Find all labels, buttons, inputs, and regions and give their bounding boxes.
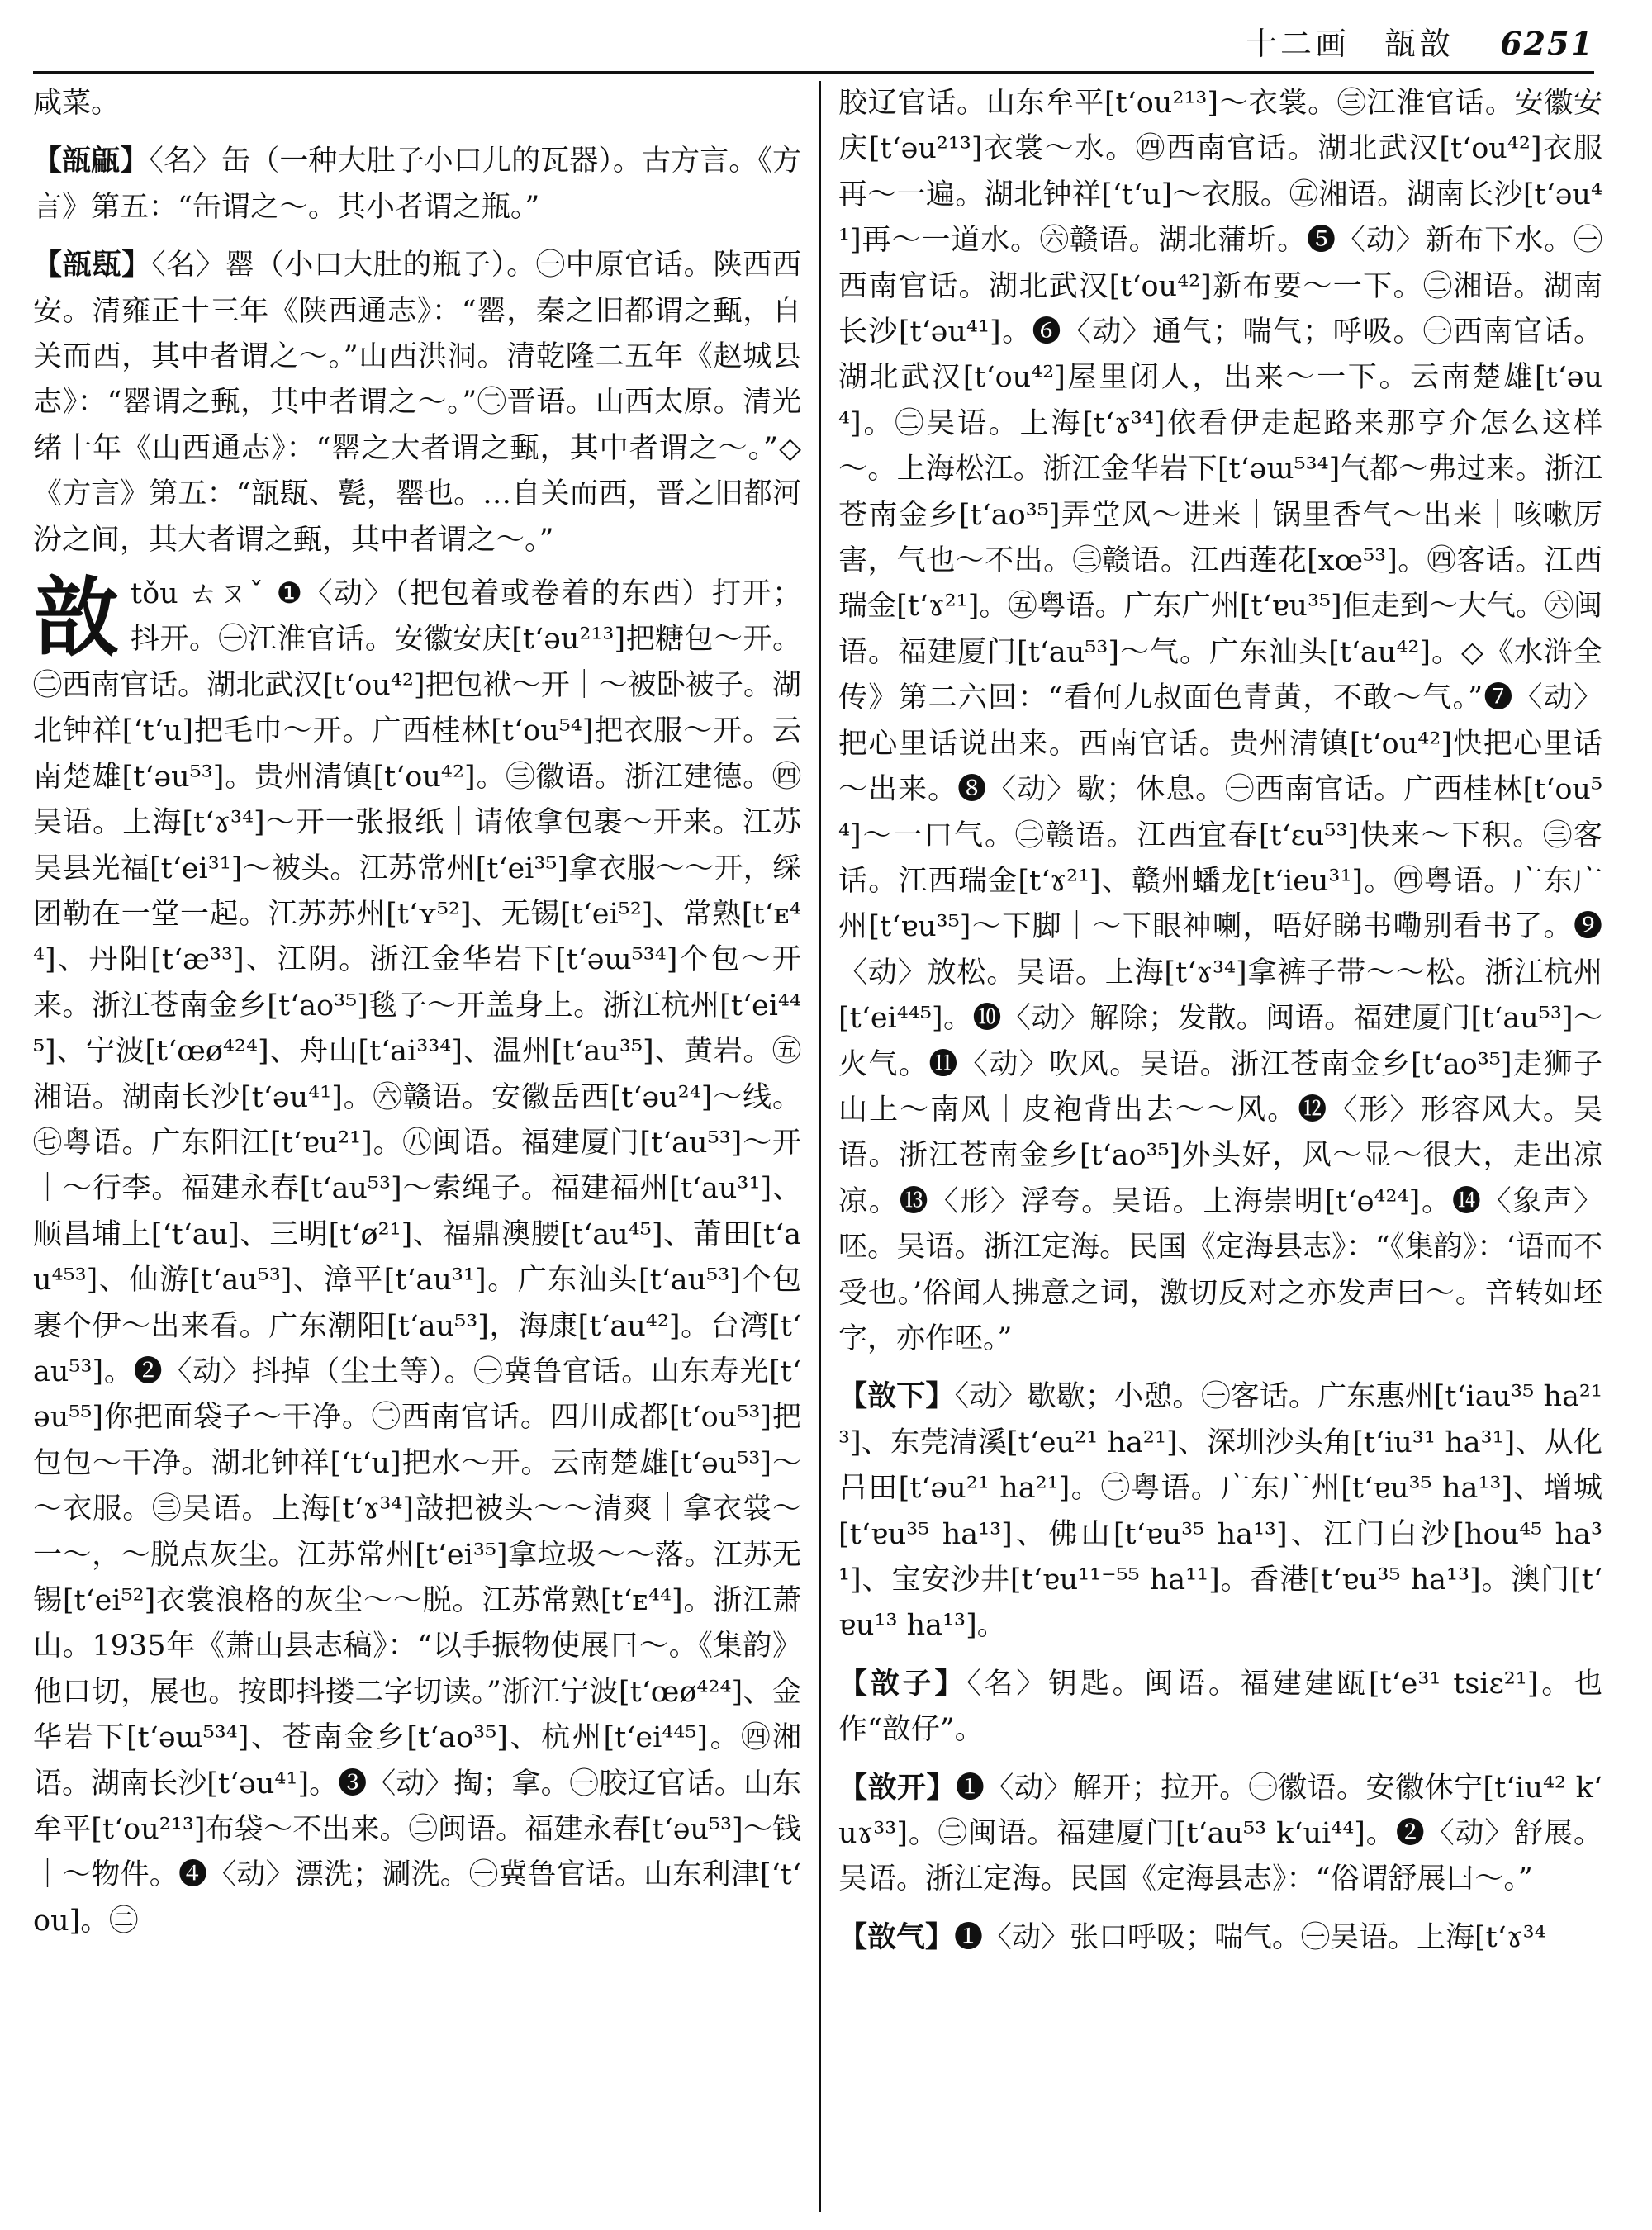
dictionary-entry [838,1661,1602,1753]
section-label: 十二画 [1246,26,1351,62]
left-column [33,81,801,2212]
dictionary-entry [838,1765,1602,1903]
entry-headword: 【敨开】 [838,1770,956,1805]
continuation-text: 咸菜。 [33,87,121,120]
entry-body: ❶〈动〉张口呼吸；喘气。㊀吴语。上海[tʻɤ³⁴ [954,1920,1546,1954]
dictionary-entry [33,138,801,230]
entry-body: ❶〈动〉（把包着或卷着的东西）打开；抖开。㊀江淮官话。安徽安庆[tʻəu²¹³]把糖包～开。㊁西南官话。湖北武汉[tʻou⁴²]把包袱～开｜～被卧被子。湖北钟祥[ʻtʻu]把毛巾～开。广西桂林[tʻou⁵⁴]把衣服～开。云南楚雄[tʻəu⁵³]。贵州清镇[tʻou⁴²]。㊂徽语。浙江建德。㊃吴语。上海[tʻɤ³⁴]～开一张报纸｜请侬拿包裹～开来。江苏吴县光福[tʻei³¹]～被头。江苏常州[tʻei³⁵]拿衣服～～开，䌽团勒在一堂一起。江苏苏州[tʻʏ⁵²]、无锡[tʻei⁵²]、常熟[tʻᴇ⁴⁴]、丹阳[tʻæ³³]、江阴。浙江金华岩下[tʻəɯ⁵³⁴]个包～开来。浙江苍南金乡[tʻao³⁵]毯子～开盖身上。浙江杭州[tʻei⁴⁴⁵]、宁波[tʻœø⁴²⁴]、舟山[tʻai³³⁴]、温州[tʻau³⁵]、黄岩。㊄湘语。湖南长沙[tʻəu⁴¹]。㊅赣语。安徽岳西[tʻəu²⁴]～线。㊆粤语。广东阳江[tʻɐu²¹]。㊇闽语。福建厦门[tʻau⁵³]～开｜～行李。福建永春[tʻau⁵³]～索绳子。福建福州[tʻau³¹]、顺昌埔上[ʻtʻau]、三明[tʻø²¹]、福鼎澳腰[tʻau⁴⁵]、莆田[tʻau⁴⁵³]、仙游[tʻau⁵³]、漳平[tʻau³¹]。广东汕头[tʻau⁵³]个包裹个伊～出来看。广东潮阳[tʻau⁵³]，海康[tʻau⁴²]。台湾[tʻau⁵³]。❷〈动〉抖掉（尘土等）。㊀冀鲁官话。山东寿光[tʻəu⁵⁵]你把面袋子～干净。㊁西南官话。四川成都[tʻou⁵³]把包包～干净。湖北钟祥[ʻtʻu]把水～开。云南楚雄[tʻəu⁵³]～～衣服。㊂吴语。上海[tʻɤ³⁴]㪗把被头～～清爽｜拿衣裳～一～，～脱点灰尘。江苏常州[tʻei³⁵]拿垃圾～～落。江苏无锡[tʻei⁵²]衣裳浪格的灰尘～～脱。江苏常熟[tʻᴇ⁴⁴]。浙江萧山。1935年《萧山县志稿》：“以手振物使展曰～。《集韵》他口切，展也。按即抖搂二字切读。”浙江宁波[tʻœø⁴²⁴]、金华岩下[tʻəɯ⁵³⁴]、苍南金乡[tʻao³⁵]、杭州[tʻei⁴⁴⁵]。㊃湘语。湖南长沙[tʻəu⁴¹]。❸〈动〉掏；拿。㊀胶辽官话。山东牟平[tʻou²¹³]布袋～不出来。㊁闽语。福建永春[tʻəu⁵³]～钱｜～物件。❹〈动〉漂洗；涮洗。㊀冀鲁官话。山东利津[ʻtʻou]。㊁ [33,577,801,1938]
pinyin: tǒu ㄊㄡˇ [131,577,265,611]
entry-body: 〈动〉歇歇；小憩。㊀客话。广东惠州[tʻiau³⁵ ha²¹³]、东莞清溪[tʻeu²¹ ha²¹]、深圳沙头角[tʻiu³¹ ha³¹]、从化吕田[tʻəu²¹ ha²¹]。㊁粤语。广东广州[tʻɐu³⁵ ha¹³]、增城[tʻɐu³⁵ ha¹³]、佛山[tʻɐu³⁵ ha¹³]、江门白沙[hou⁴⁵ ha³¹]、宝安沙井[tʻɐu¹¹⁻⁵⁵ ha¹¹]。香港[tʻɐu³⁵ ha¹³]。澳门[tʻɐu¹³ ha¹³]。 [838,1380,1602,1643]
entry-headword: 【敨子】 [838,1666,967,1701]
running-head [1246,18,1594,64]
head-character: 敨 [33,567,120,669]
entry-body: ❶〈动〉解开；拉开。㊀徽语。安徽休宁[tʻiu⁴² kʻuɤ³³]。㊁闽语。福建厦门[tʻau⁵³ kʻui⁴⁴]。❷〈动〉舒展。吴语。浙江定海。民国《定海县志》：“俗谓舒展曰～。” [838,1771,1602,1896]
character-entry [33,567,801,1944]
entry-headword: 【瓿甂】 [33,144,150,178]
entry-body: 〈名〉罂（小口大肚的瓶子）。㊀中原官话。陕西西安。清雍正十三年《陕西通志》：“罂，秦之旧都谓之甀，自关而西，其中者谓之～。”山西洪洞。清乾隆二五年《赵城县志》：“罂谓之甀，其中者谓之～。”㊁晋语。山西太原。清光绪十年《山西通志》：“罂之大者谓之甀，其中者谓之～。”◇《方言》第五：“瓿瓺、甏，罂也。…自关而西，晋之旧都河汾之间，其大者谓之甀，其中者谓之～。” [33,249,801,557]
page-number: 6251 [1500,25,1594,62]
entry-headword: 【瓿瓺】 [33,248,152,282]
entry-headword: 【敨气】 [838,1919,955,1954]
dictionary-entry [33,242,801,563]
entry-body: 〈名〉钥匙。闽语。福建建瓯[tʻe³¹ tsiɛ²¹]。也作“敨仔”。 [838,1667,1602,1747]
right-column [838,81,1602,2212]
head-characters: 瓿敨 [1384,26,1455,62]
continuation-text: 胶辽官话。山东牟平[tʻou²¹³]～衣裳。㊂江淮官话。安徽安庆[tʻəu²¹³]衣裳～水。㊃西南官话。湖北武汉[tʻou⁴²]衣服再～一遍。湖北钟祥[ʻtʻu]～衣服。㊄湘语。湖南长沙[tʻəu⁴¹]再～一道水。㊅赣语。湖北蒲圻。❺〈动〉新布下水。㊀西南官话。湖北武汉[tʻou⁴²]新布要～一下。㊁湘语。湖南长沙[tʻəu⁴¹]。❻〈动〉通气；喘气；呼吸。㊀西南官话。湖北武汉[tʻou⁴²]屋里闭人，出来～一下。云南楚雄[tʻəu⁴]。㊁吴语。上海[tʻɤ³⁴]依看伊走起路来那亨介怎么这样～。上海松江。浙江金华岩下[tʻəɯ⁵³⁴]气都～弗过来。浙江苍南金乡[tʻao³⁵]弄堂风～进来｜锅里香气～出来｜咳嗽厉害，气也～不出。㊂赣语。江西莲花[xœ⁵³]。㊃客话。江西瑞金[tʻɤ²¹]。㊄粤语。广东广州[tʻɐu³⁵]佢走到～大气。㊅闽语。福建厦门[tʻau⁵³]～气。广东汕头[tʻau⁴²]。◇《水浒全传》第二六回：“看何九叔面色青黄，不敢～气。”❼〈动〉把心里话说出来。西南官话。贵州清镇[tʻou⁴²]快把心里话～出来。❽〈动〉歇；休息。㊀西南官话。广西桂林[tʻou⁵⁴]～一口气。㊁赣语。江西宜春[tʻɛu⁵³]快来～下积。㊂客话。江西瑞金[tʻɤ²¹]、赣州蟠龙[tʻieu³¹]。㊃粤语。广东广州[tʻɐu³⁵]～下脚｜～下眼神喇，唔好睇书嘞别看书了。❾〈动〉放松。吴语。上海[tʻɤ³⁴]拿裤子带～～松。浙江杭州[tʻei⁴⁴⁵]。❿〈动〉解除；发散。闽语。福建厦门[tʻau⁵³]～火气。⓫〈动〉吹风。吴语。浙江苍南金乡[tʻao³⁵]走狮子山上～南风｜皮袍背出去～～风。⓬〈形〉形容风大。吴语。浙江苍南金乡[tʻao³⁵]外头好，风～显～很大，走出凉凉。⓭〈形〉浮夸。吴语。上海崇明[tʻɵ⁴²⁴]。⓮〈象声〉呸。吴语。浙江定海。民国《定海县志》：“《集韵》：‘语而不受也。’俗闻人拂意之词，激切反对之亦发声曰～。音转如坯字，亦作呸。” [838,87,1602,1355]
header-rule [33,71,1594,74]
column-divider [819,81,821,2212]
dictionary-entry [838,1374,1602,1649]
entry-headword: 【敨下】 [838,1379,955,1414]
entry-body: 〈名〉缶（一种大肚子小口儿的瓦器）。古方言。《方言》第五：“缶谓之～。其小者谓之瓶。” [33,145,801,224]
dictionary-entry [838,1914,1602,1961]
